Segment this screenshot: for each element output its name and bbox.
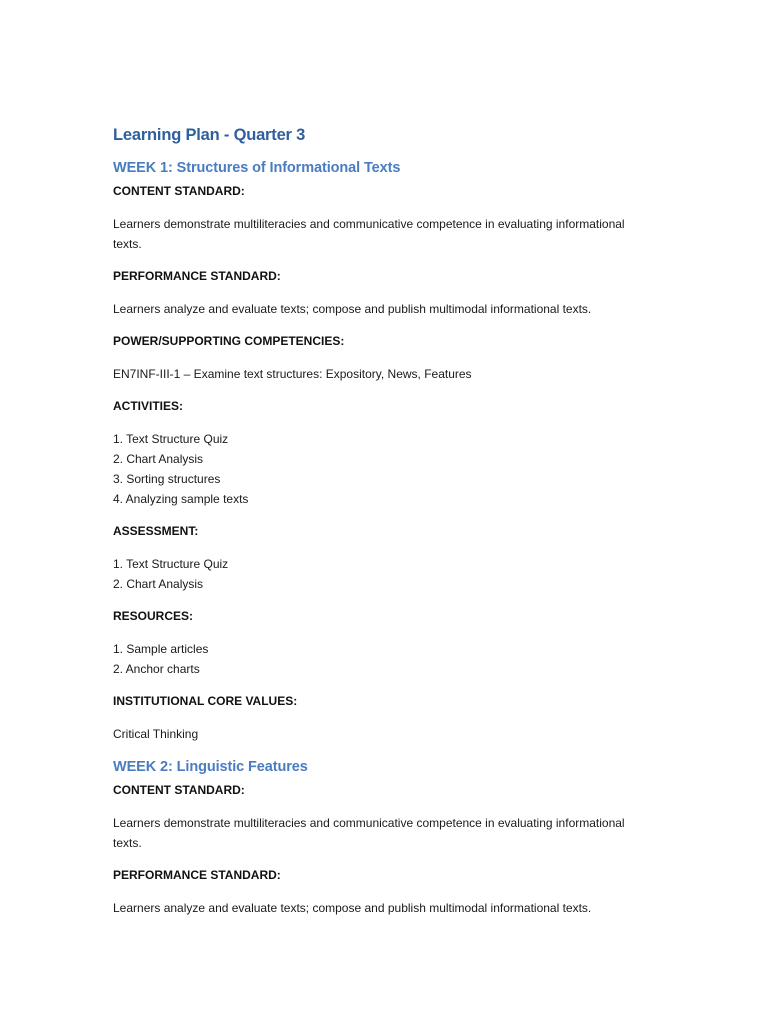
week-2-heading: WEEK 2: Linguistic Features (113, 759, 308, 775)
week-1-section (113, 158, 653, 744)
activities-list (113, 429, 653, 509)
list-item: 1. Sample articles (113, 642, 209, 656)
document-page (113, 124, 653, 931)
competencies-text: EN7INF-III-1 – Examine text structures: Expository, News, Features (113, 367, 472, 381)
week-1-heading: WEEK 1: Structures of Informational Texts (113, 160, 401, 176)
content-standard-text: Learners demonstrate multiliteracies and communicative competence in evaluating informational texts. (113, 217, 625, 251)
week-2-section (113, 757, 653, 918)
list-item: 1. Text Structure Quiz (113, 557, 229, 571)
list-item: 1. Text Structure Quiz (113, 432, 229, 446)
performance-standard-label: PERFORMANCE STANDARD: (113, 269, 281, 283)
assessment-label: ASSESSMENT: (113, 524, 199, 538)
list-item: 3. Sorting structures (113, 472, 221, 486)
list-item: 2. Chart Analysis (113, 452, 204, 466)
list-item: 2. Chart Analysis (113, 577, 204, 591)
list-item: 4. Analyzing sample texts (113, 492, 249, 506)
content-standard-label: CONTENT STANDARD: (113, 783, 245, 797)
list-item: 2. Anchor charts (113, 662, 200, 676)
resources-label: RESOURCES: (113, 609, 194, 623)
content-standard-text: Learners demonstrate multiliteracies and communicative competence in evaluating informational texts. (113, 816, 625, 850)
competencies-label: POWER/SUPPORTING COMPETENCIES: (113, 334, 345, 348)
activities-label: ACTIVITIES: (113, 399, 184, 413)
performance-standard-text: Learners analyze and evaluate texts; compose and publish multimodal informational texts. (113, 901, 592, 915)
performance-standard-text: Learners analyze and evaluate texts; compose and publish multimodal informational texts. (113, 302, 592, 316)
assessment-list (113, 554, 653, 594)
content-standard-label: CONTENT STANDARD: (113, 184, 245, 198)
core-values-label: INSTITUTIONAL CORE VALUES: (113, 694, 298, 708)
performance-standard-label: PERFORMANCE STANDARD: (113, 868, 281, 882)
resources-list (113, 639, 653, 679)
document-title: Learning Plan - Quarter 3 (113, 126, 306, 144)
core-values-text: Critical Thinking (113, 727, 199, 741)
